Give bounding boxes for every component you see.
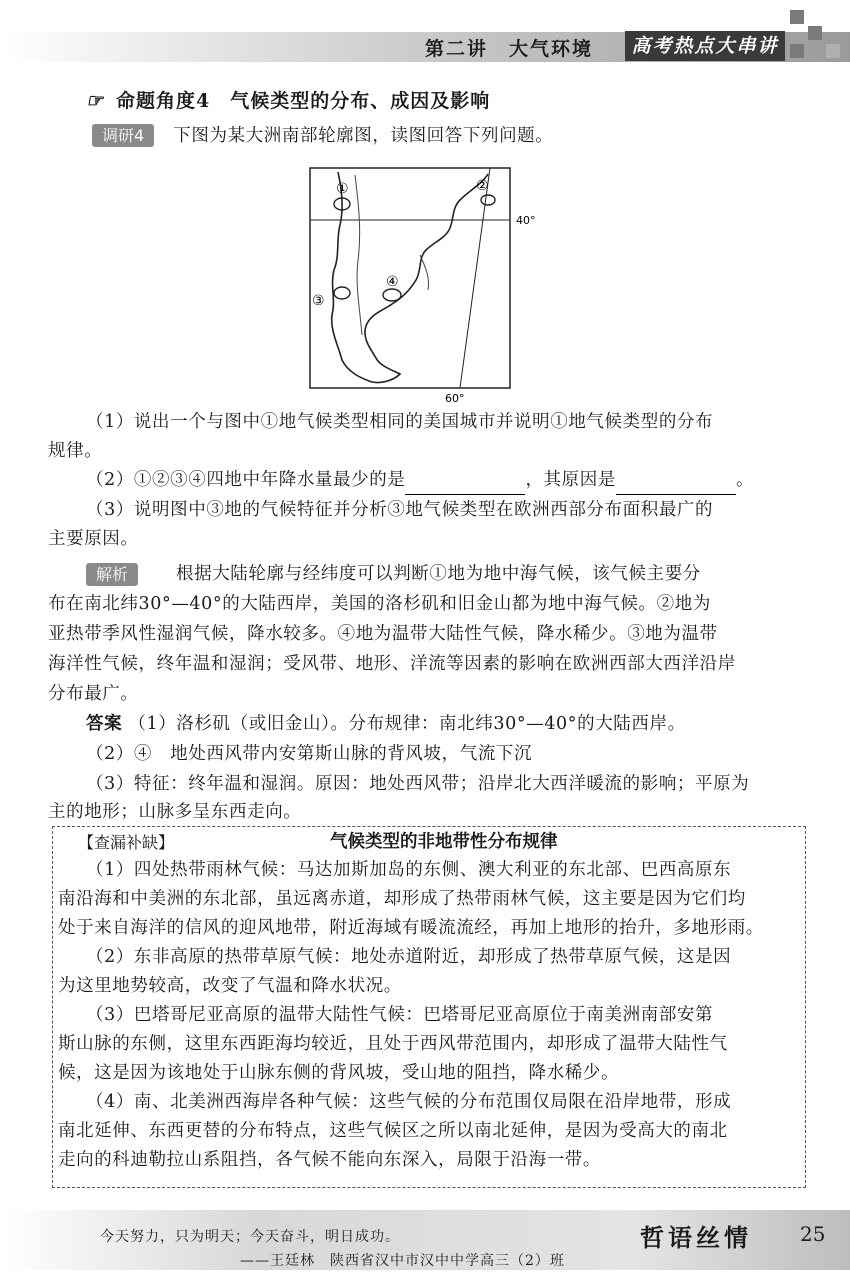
topic-heading <box>86 86 490 113</box>
supplement-title: 气候类型的非地带性分布规律 <box>330 832 558 852</box>
answer-blank-1[interactable] <box>405 494 525 495</box>
supplement-line: 南北延伸、东西更替的分布特点，这些气候区之所以南北延伸，是因为受高大的南北 <box>58 1121 728 1141</box>
answer-blank-2[interactable] <box>616 494 736 495</box>
supplement-line: 斯山脉的东侧，这里东西距海均较近，且处于西风带范围内，却形成了温带大陆性气 <box>58 1034 728 1054</box>
analysis-tag: 解析 <box>86 563 138 586</box>
supplement-line: 处于来自海洋的信风的迎风地带，附近海域有暖流流经，再加上地形的抬升，多地形雨。 <box>58 918 764 938</box>
decor-square <box>790 44 804 58</box>
question-3-line-1: （3）说明图中③地的气候特征并分析③地气候类型在欧洲西部分布面积最广的 <box>86 500 714 520</box>
page-number: 25 <box>800 1222 826 1246</box>
topic-title: 命题角度4 气候类型的分布、成因及影响 <box>116 90 491 112</box>
question-1-line-1: （1）说出一个与图中①地气候类型相同的美国城市并说明①地气候类型的分布 <box>86 412 714 432</box>
answer-1: （1）洛杉矶（或旧金山）。分布规律：南北纬30°—40°的大陆西岸。 <box>128 714 686 734</box>
supplement-tag: 【查漏补缺】 <box>78 833 175 852</box>
supplement-line: 为这里地势较高，改变了气温和降水状况。 <box>58 976 402 996</box>
question-2-text: （2）①②③④四地中年降水量最少的是 <box>86 470 406 490</box>
supplement-line: 南沿海和中美洲的东北部，虽远离赤道，却形成了热带雨林气候，这主要是因为它们均 <box>58 889 746 909</box>
header-slogan: 高考热点大串讲 <box>625 31 785 61</box>
longitude-label: 60° <box>445 392 465 405</box>
decor-square <box>808 26 822 40</box>
pointing-hand-icon: ☞ <box>86 90 105 112</box>
supplement-line: （2）东非高原的热带草原气候：地处赤道附近，却形成了热带草原气候，这是因 <box>86 947 732 967</box>
answer-2: （2）④ 地处西风带内安第斯山脉的背风坡，气流下沉 <box>86 744 533 764</box>
research-row <box>92 122 553 151</box>
supplement-line: 候，这是因为该地处于山脉东侧的背风坡，受山地的阻挡，降水稀少。 <box>58 1063 620 1083</box>
marker-1: ① <box>336 181 349 197</box>
map-figure <box>300 160 550 405</box>
supplement-line: （3）巴塔哥尼亚高原的温带大陆性气候：巴塔哥尼亚高原位于南美洲南部安第 <box>86 1005 714 1025</box>
south-america-map <box>300 160 550 405</box>
decor-square <box>790 10 804 24</box>
analysis-line: 分布最广。 <box>48 684 139 704</box>
question-2-end: 。 <box>735 470 755 490</box>
answer-label: 答案 <box>86 714 123 734</box>
footer-motto-2: ——王廷林 陕西省汉中市汉中中学高三（2）班 <box>240 1253 565 1269</box>
marker-4: ④ <box>386 274 399 290</box>
latitude-label: 40° <box>516 214 536 227</box>
analysis-tag-wrap <box>86 562 138 585</box>
question-2 <box>86 466 806 495</box>
answer-3-line-2: 主的地形；山脉多呈东西走向。 <box>48 802 302 822</box>
footer-column-title: 哲语丝情 <box>640 1223 752 1252</box>
answer-line-1 <box>86 710 806 739</box>
analysis-line: 亚热带季风性湿润气候，降水较多。④地为温带大陆性气候，降水稀少。③地为温带 <box>48 624 718 644</box>
marker-3: ③ <box>312 293 325 309</box>
question-2-text-2: ，其原因是 <box>525 470 616 490</box>
question-1 <box>48 408 806 466</box>
supplement-line: （4）南、北美洲西海岸各种气候：这些气候的分布范围仅局限在沿岸地带，形成 <box>86 1092 732 1112</box>
answer-3-line-1: （3）特征：终年温和湿润。原因：地处西风带；沿岸北大西洋暖流的影响；平原为 <box>86 774 750 794</box>
footer-motto-1: 今天努力，只为明天；今天奋斗，明日成功。 <box>100 1229 400 1245</box>
analysis-line: 根据大陆轮廓与经纬度可以判断①地为地中海气候，该气候主要分 <box>176 564 701 584</box>
supplement-line: 走向的科迪勒拉山系阻挡，各气候不能向东深入，局限于沿海一带。 <box>58 1150 601 1170</box>
research-tag: 调研4 <box>92 124 154 147</box>
question-1-line-2: 规律。 <box>48 441 103 461</box>
research-prompt: 下图为某大洲南部轮廓图，读图回答下列问题。 <box>173 126 554 146</box>
decor-square <box>826 44 840 58</box>
lecture-title: 第二讲 大气环境 <box>425 38 594 60</box>
analysis-line: 布在南北纬30°—40°的大陆西岸，美国的洛杉矶和旧金山都为地中海气候。②地为 <box>48 594 711 614</box>
analysis-line: 海洋性气候，终年温和湿润；受风带、地形、洋流等因素的影响在欧洲西部大西洋沿岸 <box>48 654 736 674</box>
question-3-line-2: 主要原因。 <box>48 529 139 549</box>
question-3 <box>48 496 806 554</box>
supplement-line: （1）四处热带雨林气候：马达加斯加岛的东侧、澳大利亚的东北部、巴西高原东 <box>86 860 732 880</box>
marker-2: ② <box>476 178 489 194</box>
